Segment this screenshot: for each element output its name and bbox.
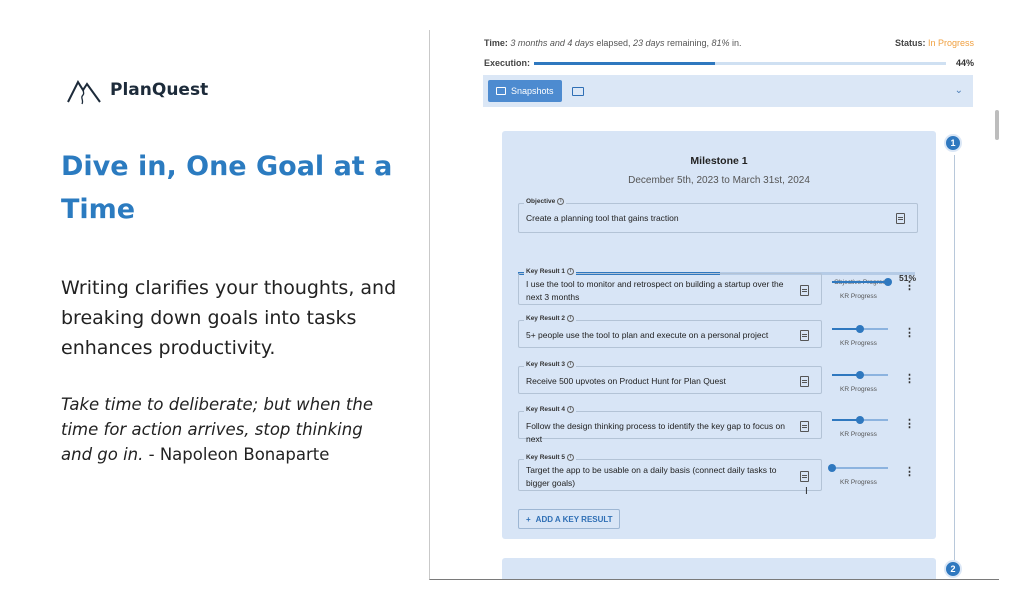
execution-progress-bar	[534, 62, 946, 65]
brand-name: PlanQuest	[110, 80, 209, 100]
objective-label-text: Objective	[526, 198, 556, 205]
milestone-card	[502, 131, 936, 539]
app-window	[429, 30, 999, 580]
kr-progress-knob[interactable]	[828, 464, 836, 472]
key-result-label	[524, 406, 576, 413]
snapshots-button[interactable]	[488, 80, 562, 102]
kr-progress-fill	[832, 281, 888, 283]
milestone-number-badge[interactable]: 2	[944, 560, 962, 578]
kr-progress-label: KR Progress	[840, 386, 877, 393]
key-result-label-text: Key Result 1	[526, 268, 566, 275]
key-result-text: Follow the design thinking process to identify the key gap to focus on next	[526, 421, 785, 444]
monitor-icon[interactable]	[572, 87, 584, 96]
key-result-text: Receive 500 upvotes on Product Hunt for Plan Quest	[526, 376, 726, 386]
info-icon[interactable]: i	[567, 268, 574, 275]
key-result-label-text: Key Result 3	[526, 361, 566, 368]
key-result-text: 5+ people use the tool to plan and execute on a personal project	[526, 330, 769, 340]
more-options-icon[interactable]: ⋮	[904, 418, 915, 430]
objective-progress-pct: 51%	[899, 273, 917, 283]
document-icon[interactable]	[800, 330, 809, 341]
key-result-field[interactable]	[518, 454, 822, 491]
more-options-icon[interactable]: ⋮	[904, 373, 915, 385]
info-icon[interactable]: i	[567, 361, 574, 368]
chevron-down-icon[interactable]: ⌄	[954, 85, 963, 96]
hero-headline: Dive in, One Goal at a Time	[61, 151, 393, 225]
kr-progress-slider[interactable]	[832, 374, 888, 376]
document-icon[interactable]	[800, 376, 809, 387]
document-icon[interactable]	[896, 213, 905, 224]
scrollbar[interactable]	[995, 110, 999, 140]
snapshots-label: Snapshots	[511, 86, 554, 96]
add-key-result-button[interactable]	[518, 509, 620, 529]
kr-progress-knob[interactable]	[856, 416, 864, 424]
time-elapsed: 3 months and 4 days	[510, 38, 594, 48]
milestone-title: Milestone 1	[690, 155, 748, 167]
status-value: In Progress	[927, 38, 974, 48]
text-cursor-icon: I	[805, 486, 808, 497]
milestone-card	[502, 558, 936, 580]
time-row	[484, 38, 974, 48]
key-result-label-text: Key Result 2	[526, 315, 566, 322]
kr-progress-label: KR Progress	[840, 340, 877, 347]
key-result-label-text: Key Result 5	[526, 454, 566, 461]
time-pct: 81%	[711, 38, 730, 48]
info-icon[interactable]: i	[567, 406, 574, 413]
key-result-field[interactable]	[518, 315, 822, 348]
more-options-icon[interactable]: ⋮	[904, 280, 915, 292]
status-label: Status:	[894, 38, 926, 48]
key-result-field[interactable]	[518, 268, 822, 305]
kr-progress-slider[interactable]	[832, 281, 888, 283]
timeline-line	[954, 155, 955, 565]
kr-progress-slider[interactable]	[832, 467, 888, 469]
marketing-panel	[0, 0, 428, 608]
objective-label	[524, 198, 566, 205]
hero-quote	[61, 392, 381, 467]
kr-progress-label: KR Progress	[840, 431, 877, 438]
time-remaining-suffix: remaining,	[664, 38, 712, 48]
mountain-icon	[66, 72, 102, 108]
image-icon	[496, 87, 506, 95]
time-pct-suffix: in.	[729, 38, 742, 48]
key-result-text: Target the app to be usable on a daily basis (connect daily tasks to bigger goals)	[526, 465, 777, 488]
execution-pct: 44%	[955, 58, 974, 68]
key-result-field[interactable]	[518, 361, 822, 394]
kr-progress-knob[interactable]	[856, 371, 864, 379]
quote-author: - Napoleon Bonaparte	[143, 445, 330, 464]
milestone-dates: December 5th, 2023 to March 31st, 2024	[628, 175, 810, 186]
kr-progress-label: KR Progress	[840, 293, 877, 300]
snapshot-bar	[483, 75, 973, 107]
key-result-label	[524, 315, 576, 322]
kr-progress-label: KR Progress	[840, 479, 877, 486]
objective-field[interactable]	[518, 198, 918, 233]
milestone-number-badge[interactable]: 1	[944, 134, 962, 152]
kr-progress-slider[interactable]	[832, 328, 888, 330]
more-options-icon[interactable]: ⋮	[904, 327, 915, 339]
status	[895, 38, 974, 48]
time-elapsed-suffix: elapsed,	[593, 38, 633, 48]
objective-text: Create a planning tool that gains traction	[526, 213, 679, 223]
document-icon[interactable]	[800, 285, 809, 296]
key-result-label	[524, 268, 576, 275]
quote-text: Take time to deliberate; but when the time for action arrives, stop thinking and go in.	[61, 395, 374, 464]
kr-progress-slider[interactable]	[832, 419, 888, 421]
add-key-result-label: ADD A KEY RESULT	[535, 514, 613, 524]
key-result-label-text: Key Result 4	[526, 406, 566, 413]
document-icon[interactable]	[800, 421, 809, 432]
time-info	[484, 38, 742, 48]
info-icon[interactable]: i	[557, 198, 564, 205]
key-result-label	[524, 361, 576, 368]
kr-progress-knob[interactable]	[856, 325, 864, 333]
hero-body: Writing clarifies your thoughts, and breaking down goals into tasks enhances productivity.	[61, 277, 397, 359]
info-icon[interactable]: i	[567, 454, 574, 461]
execution-progress-fill	[534, 62, 715, 65]
plus-icon: +	[526, 514, 531, 524]
key-result-field[interactable]	[518, 406, 822, 444]
time-remaining: 23 days	[632, 38, 665, 48]
execution-row	[484, 58, 974, 68]
info-icon[interactable]: i	[567, 315, 574, 322]
brand	[66, 72, 208, 108]
key-result-text: I use the tool to monitor and retrospect on building a startup over the next 3 months	[526, 279, 784, 302]
key-result-label	[524, 454, 576, 461]
document-icon[interactable]	[800, 471, 809, 482]
more-options-icon[interactable]: ⋮	[904, 466, 915, 478]
time-label: Time:	[484, 38, 508, 48]
execution-label: Execution:	[484, 58, 531, 68]
kr-progress-knob[interactable]	[884, 278, 892, 286]
